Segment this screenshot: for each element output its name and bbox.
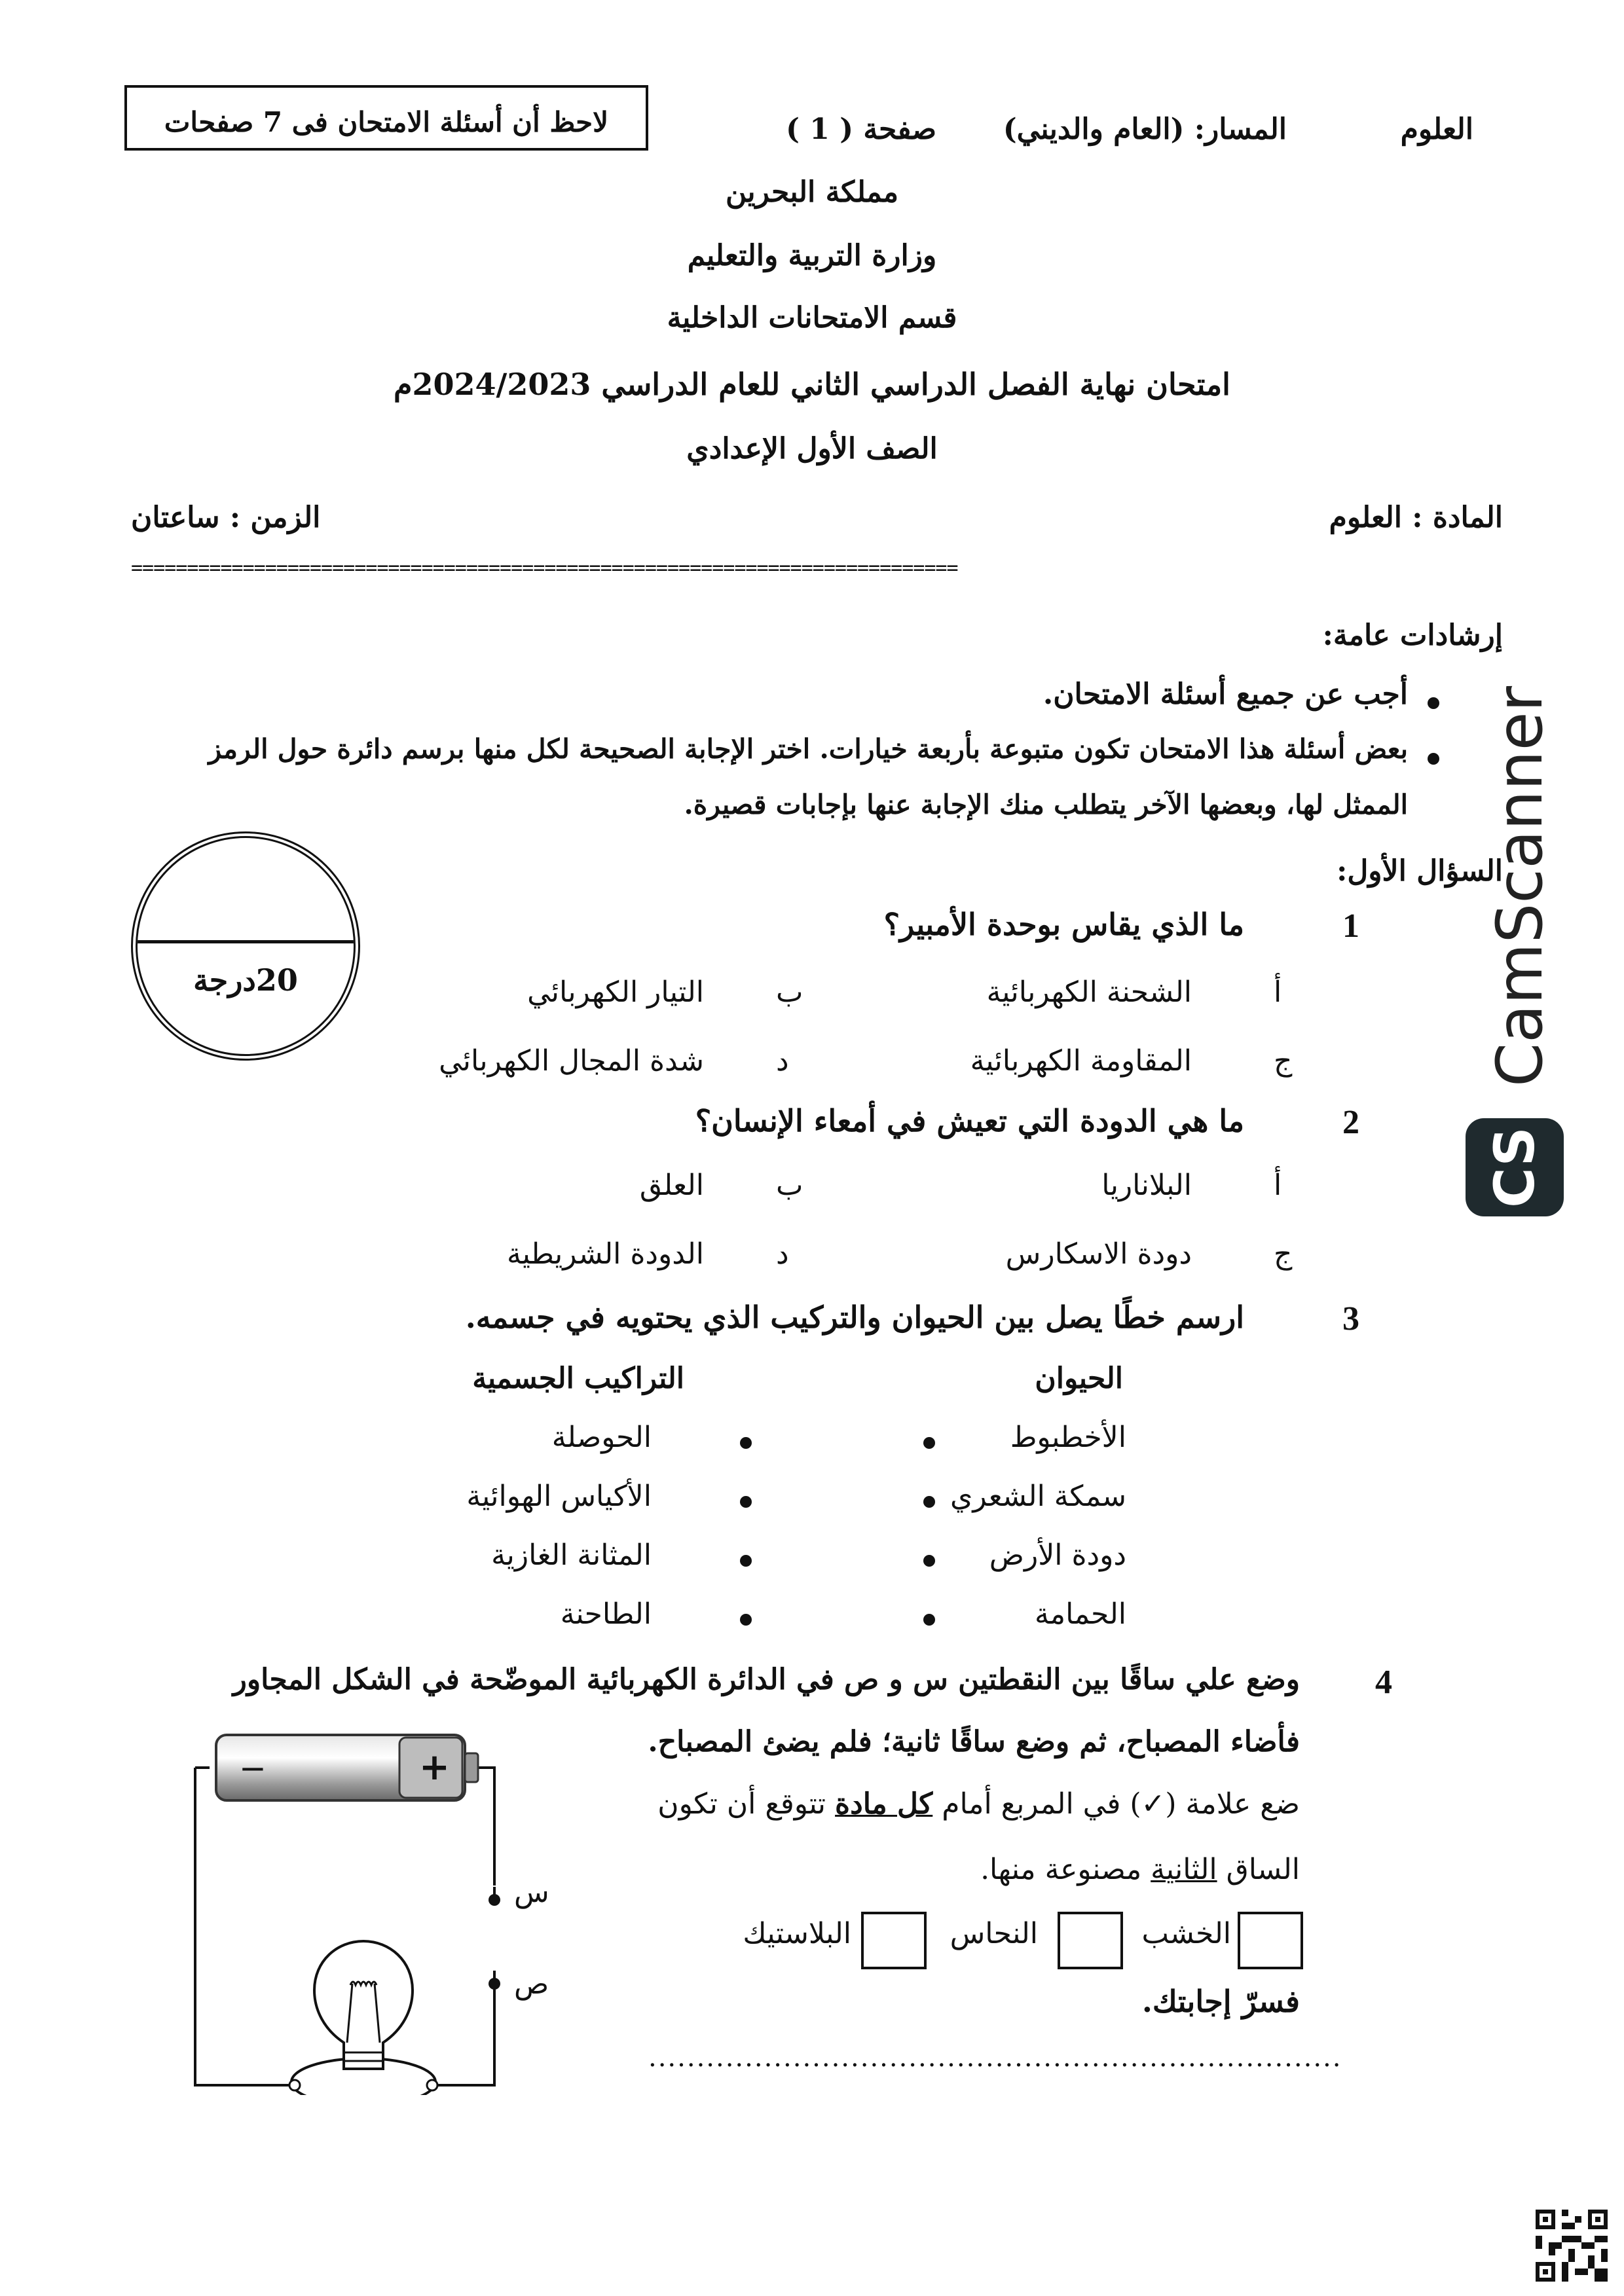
choice-copper: النحاس	[950, 1917, 1038, 1950]
animal-4: الحمامة	[1034, 1597, 1126, 1631]
camscanner-logo-icon	[1466, 1118, 1564, 1216]
q1-option-d: شدة المجال الكهربائي	[439, 1044, 704, 1078]
q4-line2: فأضاء المصباح، ثم وضع ساقًا ثانية؛ فلم يضئ المصباح.	[648, 1725, 1300, 1758]
q4-number: 4	[1375, 1664, 1392, 1701]
structure-dot-4[interactable]	[740, 1614, 752, 1626]
bullet-1	[1428, 697, 1439, 709]
battery-cap	[465, 1753, 478, 1782]
q1-letter-a[interactable]: أ	[1274, 975, 1282, 1009]
instruction-3: الممثل لها، وبعضها الآخر يتطلب منك الإجابة عنها بإجابات قصيرة.	[684, 789, 1408, 820]
bullet-2	[1428, 753, 1439, 765]
animal-dot-3[interactable]	[923, 1555, 935, 1567]
instructions-title: إرشادات عامة:	[1322, 619, 1503, 652]
lightbulb-icon	[314, 1941, 413, 2069]
camscanner-watermark: CamScanner	[1483, 685, 1557, 1087]
q2-option-c: دودة الاسكارس	[1005, 1237, 1192, 1271]
structure-1: الحوصلة	[551, 1421, 652, 1454]
section-title: السؤال الأول:	[1337, 854, 1503, 888]
header-track: المسار: (العام والديني)	[1003, 113, 1287, 146]
notice-box	[124, 85, 648, 151]
q3-text: ارسم خطًا يصل بين الحيوان والتركيب الذي يحتويه في جسمه.	[465, 1300, 1244, 1335]
score-text: 20درجة	[193, 962, 298, 998]
score-circle	[131, 831, 360, 1061]
checkbox-copper[interactable]	[1058, 1912, 1123, 1969]
notice-text: لاحظ أن أسئلة الامتحان فى 7 صفحات	[164, 106, 609, 138]
animal-dot-4[interactable]	[923, 1614, 935, 1626]
circuit-diagram	[183, 1702, 550, 2095]
q2-letter-a[interactable]: أ	[1274, 1169, 1282, 1202]
point-p-label: ص	[514, 1967, 549, 2001]
structures-header: التراكيب الجسمية	[472, 1362, 684, 1395]
q2-number: 2	[1342, 1104, 1359, 1141]
q2-option-b: العلق	[639, 1169, 704, 1202]
header-page: صفحة ( 1 )	[786, 113, 936, 146]
q1-option-b: التيار الكهربائي	[527, 975, 704, 1009]
q4-line1: وضع علي ساقًا بين النقطتين س و ص في الدائرة الكهربائية الموضّحة في الشكل المجاور	[232, 1663, 1300, 1696]
structure-dot-2[interactable]	[740, 1496, 752, 1508]
q4-instr-b: تتوقع أن تكون	[657, 1787, 836, 1821]
q2-letter-d[interactable]: د	[776, 1237, 789, 1271]
score-divider	[138, 940, 354, 943]
q1-letter-c[interactable]: ج	[1274, 1044, 1293, 1078]
structure-3: المثانة الغازية	[491, 1539, 652, 1572]
choice-plastic: البلاستيك	[743, 1917, 851, 1950]
grade-title: الصف الأول الإعدادي	[686, 432, 938, 465]
q4-instr-a: ضع علامة (✓) في المربع أمام	[932, 1787, 1300, 1821]
checkbox-wood[interactable]	[1238, 1912, 1303, 1969]
battery-plus-sign: +	[419, 1746, 450, 1789]
animal-dot-1[interactable]	[923, 1437, 935, 1449]
q4-instruction-1	[657, 1787, 1300, 1821]
q4-explain: فسرّ إجابتك.	[1141, 1984, 1300, 2019]
point-s-label: س	[514, 1876, 549, 1909]
separator-line: ==========================================================================	[131, 556, 958, 579]
q4-instruction-2	[980, 1853, 1300, 1886]
animals-header: الحيوان	[1035, 1362, 1123, 1395]
animal-1: الأخطبوط	[1010, 1421, 1126, 1454]
q2-letter-b[interactable]: ب	[776, 1169, 803, 1202]
q1-letter-b[interactable]: ب	[776, 975, 803, 1009]
structure-2: الأكياس الهوائية	[466, 1480, 652, 1513]
exam-title: امتحان نهاية الفصل الدراسي الثاني للعام الدراسي 2024/2023م	[394, 367, 1230, 402]
department-title: قسم الامتحانات الداخلية	[667, 301, 957, 335]
q2-option-a: البلاناريا	[1101, 1169, 1192, 1202]
q1-option-a: الشحنة الكهربائية	[986, 975, 1192, 1009]
q4-instr2-a: الساق	[1217, 1853, 1300, 1886]
q4-instr2-b: مصنوعة منها.	[980, 1853, 1151, 1886]
instruction-2: بعض أسئلة هذا الامتحان تكون متبوعة بأربعة خيارات. اختر الإجابة الصحيحة لكل منها برسم دائرة حول الرمز	[208, 733, 1408, 765]
q2-option-d: الدودة الشريطية	[507, 1237, 704, 1271]
checkbox-plastic[interactable]	[861, 1912, 927, 1969]
q1-letter-d[interactable]: د	[776, 1044, 789, 1078]
q1-number: 1	[1342, 907, 1359, 945]
battery-minus-sign: −	[239, 1749, 267, 1787]
structure-dot-1[interactable]	[740, 1437, 752, 1449]
subject-label: المادة : العلوم	[1329, 501, 1503, 534]
q3-number: 3	[1342, 1300, 1359, 1338]
q1-option-c: المقاومة الكهربائية	[970, 1044, 1192, 1078]
q1-text: ما الذي يقاس بوحدة الأمبير؟	[883, 907, 1244, 942]
instruction-1: أجب عن جميع أسئلة الامتحان.	[1043, 678, 1408, 711]
time-label: الزمن : ساعتان	[131, 501, 321, 534]
structure-4: الطاحنة	[560, 1597, 652, 1631]
structure-dot-3[interactable]	[740, 1555, 752, 1567]
q4-instr-underlined: كل مادة	[835, 1787, 933, 1821]
q4-answer-line[interactable]: ........................................................................	[648, 2043, 1342, 2073]
animal-3: دودة الأرض	[989, 1539, 1126, 1572]
animal-dot-2[interactable]	[923, 1496, 935, 1508]
ministry-title: وزارة التربية والتعليم	[687, 239, 937, 272]
q4-instr2-underlined: الثانية	[1151, 1853, 1217, 1886]
header-subject: العلوم	[1400, 113, 1473, 146]
kingdom-title: مملكة البحرين	[725, 175, 899, 209]
q2-text: ما هي الدودة التي تعيش في أمعاء الإنسان؟	[695, 1103, 1244, 1139]
animal-2: سمكة الشعري	[950, 1480, 1126, 1513]
q2-letter-c[interactable]: ج	[1274, 1237, 1293, 1271]
camscanner-logo-text: CS	[1483, 1127, 1547, 1208]
qr-code-icon	[1536, 2210, 1608, 2282]
choice-wood: الخشب	[1141, 1917, 1231, 1950]
